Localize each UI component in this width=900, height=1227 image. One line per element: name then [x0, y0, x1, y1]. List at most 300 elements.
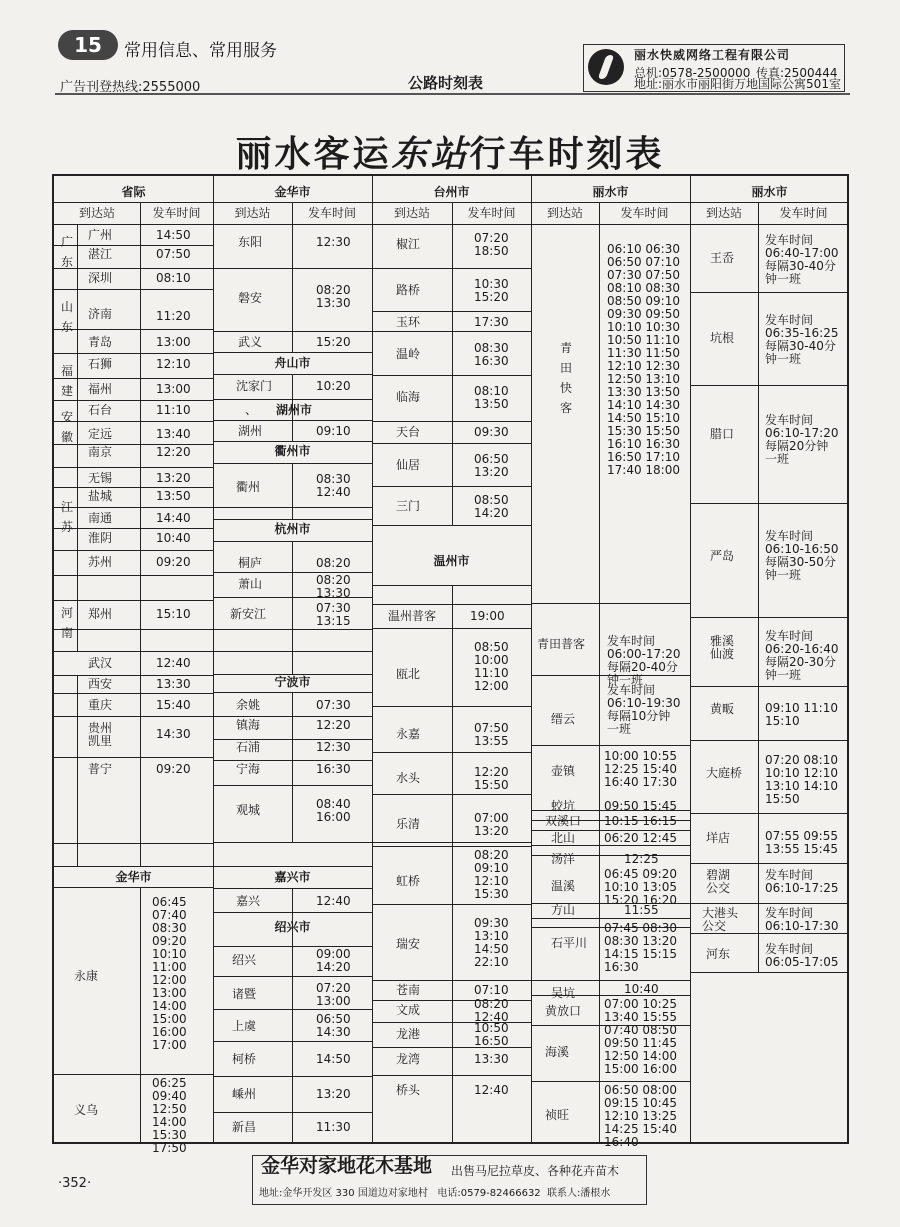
departure-time: 07:00 10:25 13:40 15:55 [604, 997, 677, 1024]
grid-line [54, 329, 213, 330]
departure-time: 08:10 13:50 [474, 384, 509, 411]
departure-time: 17:30 [474, 315, 509, 329]
station-name: 湛江 [88, 247, 113, 261]
section-header: 嘉兴市 [274, 870, 311, 884]
page-title: 公路时刻表 [408, 74, 484, 92]
station-name: 椒江 [396, 237, 421, 251]
station-name: 柯桥 [232, 1052, 257, 1066]
station-name: 武义 [238, 335, 263, 349]
station-name: 武汉 [88, 656, 113, 670]
grid-line [213, 507, 372, 508]
station-name: 壶镇 [551, 764, 576, 778]
departure-time: 07:40 08:50 09:50 11:45 12:50 14:00 15:00 16:00 [604, 1023, 677, 1076]
departure-time: 07:30 13:15 [316, 601, 351, 628]
company-tel: 总机:0578-2500000 [634, 66, 751, 80]
company-logo-icon [588, 49, 624, 85]
column-header-time: 发车时间 [307, 206, 356, 220]
region-label: 山东 [60, 300, 73, 334]
station-name: 青 田 快 客 [559, 341, 572, 415]
grid-line [54, 651, 213, 652]
station-name: 碧湖 公交 [706, 868, 731, 895]
station-name: 福州 [88, 382, 113, 396]
departure-time: 13:20 [156, 471, 191, 485]
station-name: 重庆 [88, 698, 113, 712]
station-name: 沈家门 [236, 379, 273, 393]
departure-time: 14:50 [156, 228, 191, 242]
grid-line [531, 603, 690, 604]
station-name: 青田普客 [537, 637, 586, 651]
departure-time: 08:40 16:00 [316, 797, 351, 824]
grid-line [531, 176, 532, 1142]
departure-time: 08:10 [156, 271, 191, 285]
departure-time: 08:30 16:30 [474, 341, 509, 368]
section-header: 宁波市 [274, 675, 311, 689]
station-name: 蛟坑 [551, 799, 576, 813]
departure-time: 07:20 08:10 10:10 12:10 13:10 14:10 15:50 [765, 753, 838, 806]
grid-line [140, 224, 141, 866]
station-name: 镇海 [236, 718, 261, 732]
departure-time: 发车时间 06:10-17:20 每隔20分钟 一班 [765, 413, 839, 466]
station-name: 方山 [551, 903, 576, 917]
station-name: 瓯北 [396, 667, 421, 681]
station-name: 温溪 [551, 879, 576, 893]
departure-time: 13:00 [156, 335, 191, 349]
grid-line [213, 651, 372, 652]
grid-line [690, 292, 849, 293]
station-name: 石狮 [88, 357, 113, 371]
grid-line [140, 888, 141, 1142]
grid-line [77, 757, 213, 758]
timetable-title [0, 126, 900, 177]
departure-time: 14:30 [156, 727, 191, 741]
grid-line [213, 912, 372, 913]
station-name: 大港头 公交 [702, 906, 739, 933]
grid-line [372, 443, 531, 444]
grid-line [54, 887, 213, 888]
departure-time: 07:50 13:55 [474, 721, 509, 748]
grid-line [213, 268, 372, 269]
departure-time: 12:40 [156, 656, 191, 670]
departure-time: 10:40 [624, 982, 659, 996]
section-header: 金华市 [115, 870, 152, 884]
header-divider [55, 93, 850, 95]
grid-line [54, 467, 213, 468]
station-name: 黄放口 [545, 1004, 582, 1018]
grid-line [599, 224, 600, 1142]
nursery-ad [252, 1155, 647, 1205]
station-name: 苍南 [396, 983, 421, 997]
region-label: 安徽 [60, 410, 73, 444]
departure-time: 11:55 [624, 903, 659, 917]
station-name: 桥头 [396, 1083, 421, 1097]
departure-time: 11:20 [156, 309, 191, 323]
grid-line [213, 374, 372, 375]
departure-time: 10:30 15:20 [474, 277, 509, 304]
departure-time: 16:30 [316, 762, 351, 776]
departure-time: 发车时间 06:10-19:30 每隔10分钟 一班 [607, 683, 681, 736]
departure-time: 09:20 [156, 555, 191, 569]
grid-line [690, 617, 849, 618]
grid-line [372, 628, 531, 629]
departure-time: 08:20 [316, 556, 351, 570]
grid-line [372, 604, 531, 605]
station-name: 南京 [88, 445, 113, 459]
departure-time: 06:50 13:20 [474, 452, 509, 479]
grid-line [372, 311, 531, 312]
column-header-time: 发车时间 [467, 206, 516, 220]
station-name: 深圳 [88, 271, 113, 285]
station-name: 腊口 [710, 427, 735, 441]
grid-line [292, 541, 293, 674]
departure-time: 10:40 [156, 531, 191, 545]
company-fax: 传真:2500444 [756, 66, 838, 80]
station-name: 上虞 [232, 1019, 257, 1033]
departure-time: 12:10 [156, 357, 191, 371]
grid-line [531, 845, 690, 846]
title-highlight: 东站 [391, 133, 470, 175]
station-name: 汤洋 [551, 852, 576, 866]
station-name: 东阳 [238, 235, 263, 249]
grid-line [292, 692, 293, 842]
departure-time: 06:25 09:40 12:50 14:00 15:30 17:50 [152, 1076, 187, 1155]
departure-time: 07:50 [156, 247, 191, 261]
departure-time: 15:20 [316, 335, 351, 349]
station-name: 双溪口 [545, 814, 582, 828]
grid-line [372, 268, 531, 269]
grid-line [213, 629, 372, 630]
station-name: 缙云 [551, 712, 576, 726]
departure-time: 15:40 [156, 698, 191, 712]
company-name: 丽水快威网络工程有限公司 [634, 48, 791, 62]
departure-time: 19:00 [470, 609, 505, 623]
grid-line [54, 550, 213, 551]
station-name: 仙居 [396, 458, 421, 472]
station-name: 西安 [88, 677, 113, 691]
station-name: 雅溪 仙渡 [710, 634, 735, 661]
grid-line [54, 843, 213, 844]
station-name: 余姚 [236, 698, 261, 712]
grid-line [531, 1081, 690, 1082]
grid-line [213, 352, 372, 353]
grid-line [690, 972, 849, 973]
departure-time: 发车时间 06:05-17:05 [765, 942, 839, 969]
station-name: 王岙 [710, 251, 735, 265]
station-name: 观城 [236, 803, 261, 817]
departure-time: 发车时间 06:10-17:25 [765, 868, 839, 895]
station-name: 普宁 [88, 762, 113, 776]
departure-time: 06:45 07:40 08:30 09:20 10:10 11:00 12:00 13:00 14:00 15:00 16:00 17:00 [152, 895, 187, 1052]
grid-line [372, 585, 531, 586]
station-name: 磐安 [238, 291, 263, 305]
grid-line [213, 716, 372, 717]
ad-hotline: 广告刊登热线:2555000 [60, 80, 201, 95]
grid-line [54, 507, 213, 508]
grid-line [213, 176, 214, 1142]
departure-time: 09:30 13:10 14:50 22:10 [474, 916, 509, 969]
grid-line [690, 503, 849, 504]
departure-time: 12:20 [316, 718, 351, 732]
station-name: 北山 [551, 831, 576, 845]
departure-time: 12:20 [156, 445, 191, 459]
departure-time: 12:20 15:50 [474, 765, 509, 792]
station-name: 永嘉 [396, 727, 421, 741]
station-name: 南通 [88, 511, 113, 525]
grid-line [54, 528, 213, 529]
departure-time: 08:20 13:30 [316, 573, 351, 600]
grid-line [213, 888, 372, 889]
station-name: 诸暨 [232, 987, 257, 1001]
column-header-station: 到达站 [234, 206, 271, 220]
station-name: 临海 [396, 390, 421, 404]
station-name: 淮阴 [88, 531, 113, 545]
section-header: 绍兴市 [274, 920, 311, 934]
departure-time: 06:20 12:45 [604, 831, 677, 845]
departure-time: 12:30 [316, 740, 351, 754]
station-name: 温岭 [396, 347, 421, 361]
station-name: 广州 [88, 228, 113, 242]
station-name: 永康 [74, 969, 99, 983]
grid-line [213, 785, 372, 786]
departure-time: 08:20 13:30 [316, 283, 351, 310]
departure-time: 09:20 [156, 762, 191, 776]
station-name: 嵊州 [232, 1087, 257, 1101]
station-name: 新安江 [230, 607, 267, 621]
departure-time: 07:30 [316, 698, 351, 712]
station-name: 衢州 [236, 480, 261, 494]
departure-time: 06:50 08:00 09:15 10:45 12:10 13:25 14:25 15:40 16:40 [604, 1083, 677, 1149]
page-number: ·352· [58, 1176, 92, 1191]
section-header: 舟山市 [274, 356, 311, 370]
grid-line [213, 976, 372, 977]
grid-line [77, 676, 78, 866]
station-name: 龙港 [396, 1027, 421, 1041]
grid-line [54, 716, 213, 717]
station-name: 嘉兴 [236, 894, 261, 908]
nursery-contact: 地址:金华开发区 330 国道边对家地村 电话:0579-82466632 联系人:潘根水 [259, 1188, 611, 1199]
departure-time: 09:00 14:20 [316, 947, 351, 974]
departure-time: 15:10 [156, 607, 191, 621]
departure-time: 07:45 08:30 08:30 13:20 14:15 15:15 16:30 [604, 921, 677, 974]
station-name: 黄畈 [710, 702, 735, 716]
departure-time: 14:40 [156, 511, 191, 525]
grid-line [213, 541, 372, 542]
departure-time: 08:30 12:40 [316, 472, 351, 499]
page-badge: 15 [58, 30, 118, 60]
grid-line [531, 745, 690, 746]
region-label: 江苏 [60, 500, 73, 534]
departure-time: 11:10 [156, 403, 191, 417]
nursery-slogan: 出售马尼拉草皮、各种花卉苗木 [451, 1164, 620, 1178]
grid-line [372, 1075, 531, 1076]
section-header: 温州市 [433, 554, 470, 568]
grid-line [531, 918, 690, 919]
departure-time: 14:50 [316, 1052, 351, 1066]
station-name: 文成 [396, 1003, 421, 1017]
grid-line [372, 904, 531, 905]
departure-time: 发车时间 06:10-17:30 [765, 906, 839, 933]
grid-line [54, 268, 213, 269]
departure-time: 13:30 [474, 1052, 509, 1066]
station-name: 坑根 [710, 331, 735, 345]
station-name: 石平川 [551, 936, 588, 950]
station-name: 济南 [88, 307, 113, 321]
timetable [52, 174, 849, 1155]
grid-line [54, 575, 213, 576]
grid-line [54, 675, 213, 676]
grid-line [372, 176, 373, 1142]
grid-line [758, 224, 759, 972]
departure-time: 10:20 [316, 379, 351, 393]
column-header-station: 到达站 [78, 206, 115, 220]
grid-line [213, 1009, 372, 1010]
station-name: 三门 [396, 499, 421, 513]
departure-time: 13:20 [316, 1087, 351, 1101]
grid-line [213, 519, 372, 520]
departure-time: 13:00 [156, 382, 191, 396]
grid-line [372, 525, 531, 526]
grid-line [372, 331, 531, 332]
departure-time: 07:20 13:00 [316, 981, 351, 1008]
grid-line [292, 224, 293, 352]
grid-line [54, 378, 213, 379]
departure-time: 12:40 [316, 894, 351, 908]
station-name: 吴坑 [551, 986, 576, 1000]
grid-line [54, 421, 213, 422]
company-address: 地址:丽水市丽阳街万地国际公寓501室 [634, 77, 841, 91]
grid-line [213, 842, 372, 843]
departure-time: 发车时间 06:40-17:00 每隔30-40分 钟一班 [765, 233, 839, 286]
column-header-time: 发车时间 [779, 206, 828, 220]
section-header: 丽水市 [751, 185, 788, 199]
station-name: 义乌 [74, 1103, 99, 1117]
station-name: 无锡 [88, 471, 113, 485]
departure-time: 08:20 12:40 [474, 997, 509, 1024]
grid-line [213, 1112, 372, 1113]
station-name: 宁海 [236, 762, 261, 776]
grid-line [54, 353, 213, 354]
station-name: 绍兴 [232, 953, 257, 967]
grid-line [54, 245, 213, 246]
grid-line [690, 933, 849, 934]
grid-line [372, 706, 531, 707]
station-name: 乐清 [396, 817, 421, 831]
grid-line [452, 585, 453, 1142]
grid-line [690, 740, 849, 741]
grid-line [54, 487, 213, 488]
grid-line [213, 760, 372, 761]
station-name: 萧山 [238, 577, 263, 591]
departure-time: 09:30 [474, 425, 509, 439]
station-name: 路桥 [396, 283, 421, 297]
grid-line [372, 421, 531, 422]
grid-line [690, 863, 849, 864]
section-header: 湖州市 [276, 403, 313, 417]
grid-line [690, 686, 849, 687]
company-ad [583, 44, 845, 92]
grid-line [54, 400, 213, 401]
grid-line [213, 420, 372, 421]
column-header-station: 到达站 [705, 206, 742, 220]
departure-time: 06:45 09:20 10:10 13:05 15:20 16:20 [604, 867, 677, 907]
station-name: 海溪 [545, 1045, 570, 1059]
section-header: 衢州市 [274, 444, 311, 458]
grid-line [54, 629, 213, 630]
column-header-station: 到达站 [546, 206, 583, 220]
station-name: 玉环 [396, 315, 421, 329]
grid-line [372, 794, 531, 795]
station-name: 新昌 [232, 1120, 257, 1134]
grid-line [372, 752, 531, 753]
section-header: 杭州市 [274, 522, 311, 536]
region-label: 河南 [60, 606, 73, 640]
grid-line [54, 693, 213, 694]
grid-line [54, 289, 213, 290]
station-name: 水头 [396, 771, 421, 785]
grid-line [292, 463, 293, 519]
grid-line [372, 846, 531, 847]
station-name: 郑州 [88, 607, 113, 621]
station-name: 天台 [396, 425, 421, 439]
departure-time: 11:30 [316, 1120, 351, 1134]
departure-time: 发车时间 06:35-16:25 每隔30-40分 钟一班 [765, 313, 839, 366]
grid-line [213, 399, 372, 400]
grid-line [690, 903, 849, 904]
station-name: 湖州 [238, 424, 263, 438]
nursery-name: 金华对家地花木基地 [261, 1155, 433, 1177]
station-name: 石浦 [236, 740, 261, 754]
title-part: 丽水客运 [235, 134, 392, 175]
departure-time: 08:50 10:00 11:10 12:00 [474, 640, 509, 693]
grid-line [690, 385, 849, 386]
station-name: 盐城 [88, 489, 113, 503]
grid-line [690, 176, 691, 1142]
grid-line [372, 980, 531, 981]
departure-time: 07:20 18:50 [474, 231, 509, 258]
grid-line [213, 441, 372, 442]
station-name: 温州普客 [388, 609, 437, 623]
station-name: 苏州 [88, 555, 113, 569]
section-title: 常用信息、常用服务 [124, 41, 277, 61]
column-header-time: 发车时间 [152, 206, 201, 220]
station-name: 严岛 [710, 549, 735, 563]
departure-time: 12:25 [624, 852, 659, 866]
grid-line [213, 692, 372, 693]
title-part: 行车时刻表 [469, 134, 665, 175]
departure-time: 10:00 10:55 12:25 15:40 16:40 17:30 [604, 749, 677, 789]
station-name: 河东 [706, 947, 731, 961]
departure-time: 10:15 16:15 [604, 814, 677, 828]
grid-line [213, 866, 372, 867]
section-header: 金华市 [274, 185, 311, 199]
grid-line [213, 1041, 372, 1042]
section-header: 台州市 [433, 185, 470, 199]
departure-time: 07:10 [474, 983, 509, 997]
departure-time: 发车时间 06:20-16:40 每隔20-30分 钟一班 [765, 629, 839, 682]
station-name: 瑞安 [396, 937, 421, 951]
departure-time: 10:50 16:50 [474, 1021, 509, 1048]
departure-time: 12:40 [474, 1083, 509, 1097]
grid-line [372, 486, 531, 487]
station-name: 贵州 凯里 [88, 721, 113, 748]
section-header: 丽水市 [592, 185, 629, 199]
departure-time: 发车时间 06:10-16:50 每隔30-50分 钟一班 [765, 529, 839, 582]
departure-time: 08:20 09:10 12:10 15:30 [474, 848, 509, 901]
departure-time: 12:30 [316, 235, 351, 249]
departure-time: 09:10 11:10 15:10 [765, 701, 838, 728]
station-name: 龙湾 [396, 1052, 421, 1066]
grid-line [213, 463, 372, 464]
column-header-time: 发车时间 [620, 206, 669, 220]
